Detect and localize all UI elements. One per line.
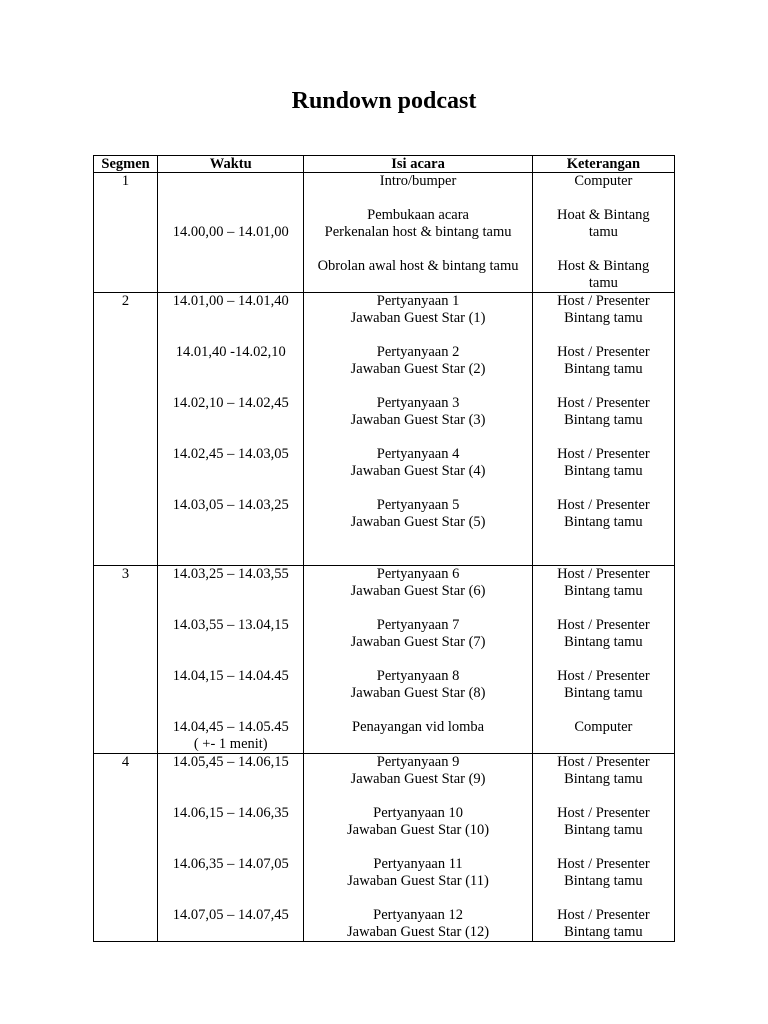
isi-acara-cell-line <box>304 890 531 907</box>
waktu-cell-line <box>158 190 303 207</box>
keterangan-cell-line <box>533 548 674 565</box>
isi-acara-cell-line: Pertyanyaan 10 <box>373 805 463 821</box>
waktu-cell <box>158 566 304 754</box>
isi-acara-cell-line: Pertyanyaan 8 <box>376 668 460 684</box>
keterangan-cell-line <box>533 839 674 856</box>
keterangan-cell-line <box>533 788 674 805</box>
segment-number-text: 1 <box>121 173 130 189</box>
waktu-cell-line <box>158 531 303 548</box>
isi-acara-cell-line: Jawaban Guest Star (11) <box>347 873 489 889</box>
keterangan-cell-line: Bintang tamu <box>564 463 643 479</box>
header-waktu: Waktu <box>158 156 304 173</box>
keterangan-cell-line: tamu <box>588 224 618 240</box>
isi-acara-cell-line: Jawaban Guest Star (2) <box>350 361 486 377</box>
keterangan-cell-line: Host / Presenter <box>557 907 650 923</box>
keterangan-cell-line <box>533 890 674 907</box>
isi-acara-cell-line: Pertyanyaan 9 <box>376 754 460 770</box>
keterangan-cell-line: Bintang tamu <box>564 412 643 428</box>
header-keterangan: Keterangan <box>532 156 674 173</box>
waktu-cell-line: 14.03,05 – 14.03,25 <box>172 497 289 513</box>
waktu-cell-line: ( +- 1 menit) <box>193 736 268 752</box>
segment-number <box>94 173 158 293</box>
keterangan-cell <box>532 754 674 942</box>
waktu-cell-line <box>158 685 303 702</box>
segment-number-text: 2 <box>121 293 130 309</box>
waktu-cell-line: 14.02,45 – 14.03,05 <box>172 446 289 462</box>
keterangan-cell-line: Bintang tamu <box>564 634 643 650</box>
isi-acara-cell-line: Jawaban Guest Star (1) <box>350 310 486 326</box>
keterangan-cell-line: Host / Presenter <box>557 344 650 360</box>
keterangan-cell-line <box>533 651 674 668</box>
isi-acara-cell-line <box>304 651 531 668</box>
keterangan-cell-line: tamu <box>588 275 618 291</box>
waktu-cell-line <box>158 839 303 856</box>
isi-acara-cell-line: Pembukaan acara <box>367 207 469 223</box>
isi-acara-cell-line <box>304 702 531 719</box>
waktu-cell-line <box>158 241 303 258</box>
isi-acara-cell-line: Jawaban Guest Star (4) <box>350 463 486 479</box>
waktu-cell-line: 14.03,25 – 14.03,55 <box>172 566 289 582</box>
isi-acara-cell-line <box>304 327 531 344</box>
keterangan-cell-line <box>533 736 674 753</box>
isi-acara-cell <box>304 566 532 754</box>
waktu-cell <box>158 754 304 942</box>
keterangan-cell-line: Host / Presenter <box>557 293 650 309</box>
isi-acara-cell <box>304 754 532 942</box>
isi-acara-cell-line: Jawaban Guest Star (8) <box>350 685 486 701</box>
waktu-cell-line <box>158 275 303 292</box>
waktu-cell-line <box>158 924 303 941</box>
segment-row <box>94 566 675 754</box>
header-segmen: Segmen <box>94 156 158 173</box>
waktu-cell-line <box>158 873 303 890</box>
waktu-cell-line <box>158 173 303 190</box>
keterangan-cell-line: Host / Presenter <box>557 805 650 821</box>
isi-acara-cell-line: Penayangan vid lomba <box>352 719 485 735</box>
waktu-cell-line <box>158 822 303 839</box>
waktu-cell-line <box>158 651 303 668</box>
waktu-cell-line <box>158 771 303 788</box>
keterangan-cell-line: Bintang tamu <box>564 771 643 787</box>
isi-acara-cell-line: Pertyanyaan 1 <box>376 293 460 309</box>
isi-acara-cell-line: Jawaban Guest Star (7) <box>350 634 486 650</box>
isi-acara-cell-line <box>304 190 531 207</box>
waktu-cell-line <box>158 361 303 378</box>
segment-row <box>94 754 675 942</box>
segment-row <box>94 293 675 566</box>
segment-number-text: 3 <box>121 566 130 582</box>
keterangan-cell-line: Host / Presenter <box>557 668 650 684</box>
waktu-cell-line <box>158 429 303 446</box>
keterangan-cell <box>532 293 674 566</box>
isi-acara-cell-line: Jawaban Guest Star (3) <box>350 412 486 428</box>
keterangan-cell-line: Bintang tamu <box>564 822 643 838</box>
keterangan-cell-line: Bintang tamu <box>564 924 643 940</box>
isi-acara-cell-line: Obrolan awal host & bintang tamu <box>317 258 519 274</box>
isi-acara-cell-line: Pertyanyaan 11 <box>373 856 463 872</box>
keterangan-cell-line: Host / Presenter <box>557 856 650 872</box>
isi-acara-cell-line: Pertyanyaan 12 <box>373 907 463 923</box>
rundown-table <box>93 155 675 942</box>
keterangan-cell-line: Host & Bintang <box>557 258 650 274</box>
keterangan-cell-line: Host / Presenter <box>557 497 650 513</box>
waktu-cell-line <box>158 258 303 275</box>
isi-acara-cell-line <box>304 241 531 258</box>
segment-number-text: 4 <box>121 754 130 770</box>
keterangan-cell-line: Host / Presenter <box>557 446 650 462</box>
isi-acara-cell-line: Pertyanyaan 3 <box>376 395 460 411</box>
isi-acara-cell <box>304 173 532 293</box>
waktu-cell-line: 14.00,00 – 14.01,00 <box>172 224 289 240</box>
keterangan-cell-line <box>533 378 674 395</box>
waktu-cell-line <box>158 634 303 651</box>
isi-acara-cell-line: Jawaban Guest Star (5) <box>350 514 486 530</box>
waktu-cell-line: 14.04,45 – 14.05.45 <box>172 719 289 735</box>
isi-acara-cell-line: Pertyanyaan 4 <box>376 446 460 462</box>
keterangan-cell-line: Computer <box>574 719 633 735</box>
waktu-cell-line <box>158 412 303 429</box>
keterangan-cell-line <box>533 531 674 548</box>
segment-number <box>94 293 158 566</box>
waktu-cell-line <box>158 583 303 600</box>
waktu-cell <box>158 293 304 566</box>
keterangan-cell-line: Hoat & Bintang <box>557 207 650 223</box>
keterangan-cell-line: Host / Presenter <box>557 617 650 633</box>
isi-acara-cell-line: Jawaban Guest Star (10) <box>346 822 490 838</box>
waktu-cell-line <box>158 378 303 395</box>
isi-acara-cell-line: Pertyanyaan 6 <box>376 566 460 582</box>
keterangan-cell-line <box>533 702 674 719</box>
keterangan-cell-line <box>533 429 674 446</box>
keterangan-cell-line <box>533 600 674 617</box>
waktu-cell-line <box>158 702 303 719</box>
isi-acara-cell-line: Perkenalan host & bintang tamu <box>324 224 512 240</box>
keterangan-cell <box>532 566 674 754</box>
isi-acara-cell-line <box>304 788 531 805</box>
isi-acara-cell-line: Pertyanyaan 5 <box>376 497 460 513</box>
keterangan-cell-line <box>533 190 674 207</box>
waktu-cell-line: 14.02,10 – 14.02,45 <box>172 395 289 411</box>
segment-number <box>94 754 158 942</box>
waktu-cell-line <box>158 788 303 805</box>
waktu-cell-line: 14.04,15 – 14.04.45 <box>172 668 289 684</box>
waktu-cell-line <box>158 600 303 617</box>
waktu-cell-line <box>158 890 303 907</box>
isi-acara-cell-line <box>304 480 531 497</box>
waktu-cell-line: 14.05,45 – 14.06,15 <box>172 754 289 770</box>
keterangan-cell-line: Host / Presenter <box>557 566 650 582</box>
isi-acara-cell-line: Jawaban Guest Star (9) <box>350 771 486 787</box>
isi-acara-cell-line: Intro/bumper <box>379 173 457 189</box>
header-isi-acara: Isi acara <box>304 156 532 173</box>
waktu-cell-line <box>158 548 303 565</box>
isi-acara-cell-line: Pertyanyaan 7 <box>376 617 460 633</box>
waktu-cell-line: 14.03,55 – 13.04,15 <box>172 617 289 633</box>
waktu-cell-line <box>158 327 303 344</box>
waktu-cell-line: 14.06,35 – 14.07,05 <box>172 856 289 872</box>
isi-acara-cell-line <box>304 429 531 446</box>
waktu-cell-line <box>158 480 303 497</box>
isi-acara-cell-line <box>304 531 531 548</box>
keterangan-cell-line <box>533 480 674 497</box>
isi-acara-cell-line <box>304 736 531 753</box>
waktu-cell-line <box>158 207 303 224</box>
segment-number <box>94 566 158 754</box>
isi-acara-cell-line <box>304 600 531 617</box>
isi-acara-cell-line <box>304 275 531 292</box>
waktu-cell-line <box>158 310 303 327</box>
keterangan-cell-line: Host / Presenter <box>557 395 650 411</box>
keterangan-cell-line: Bintang tamu <box>564 514 643 530</box>
keterangan-cell-line: Bintang tamu <box>564 583 643 599</box>
keterangan-cell-line: Computer <box>574 173 633 189</box>
keterangan-cell-line: Bintang tamu <box>564 310 643 326</box>
waktu-cell-line: 14.06,15 – 14.06,35 <box>172 805 289 821</box>
keterangan-cell-line: Host / Presenter <box>557 754 650 770</box>
isi-acara-cell-line: Jawaban Guest Star (6) <box>350 583 486 599</box>
isi-acara-cell-line: Jawaban Guest Star (12) <box>346 924 490 940</box>
isi-acara-cell-line <box>304 839 531 856</box>
isi-acara-cell-line <box>304 378 531 395</box>
table-header-row <box>94 156 675 173</box>
waktu-cell <box>158 173 304 293</box>
segment-row <box>94 173 675 293</box>
keterangan-cell-line: Bintang tamu <box>564 685 643 701</box>
document-title: Rundown podcast <box>291 88 477 114</box>
isi-acara-cell-line: Pertyanyaan 2 <box>376 344 460 360</box>
keterangan-cell-line: Bintang tamu <box>564 873 643 889</box>
keterangan-cell-line <box>533 327 674 344</box>
keterangan-cell-line <box>533 241 674 258</box>
keterangan-cell-line: Bintang tamu <box>564 361 643 377</box>
waktu-cell-line: 14.01,00 – 14.01,40 <box>172 293 289 309</box>
keterangan-cell <box>532 173 674 293</box>
isi-acara-cell <box>304 293 532 566</box>
waktu-cell-line: 14.07,05 – 14.07,45 <box>172 907 289 923</box>
isi-acara-cell-line <box>304 548 531 565</box>
waktu-cell-line <box>158 463 303 480</box>
waktu-cell-line: 14.01,40 -14.02,10 <box>175 344 286 360</box>
waktu-cell-line <box>158 514 303 531</box>
